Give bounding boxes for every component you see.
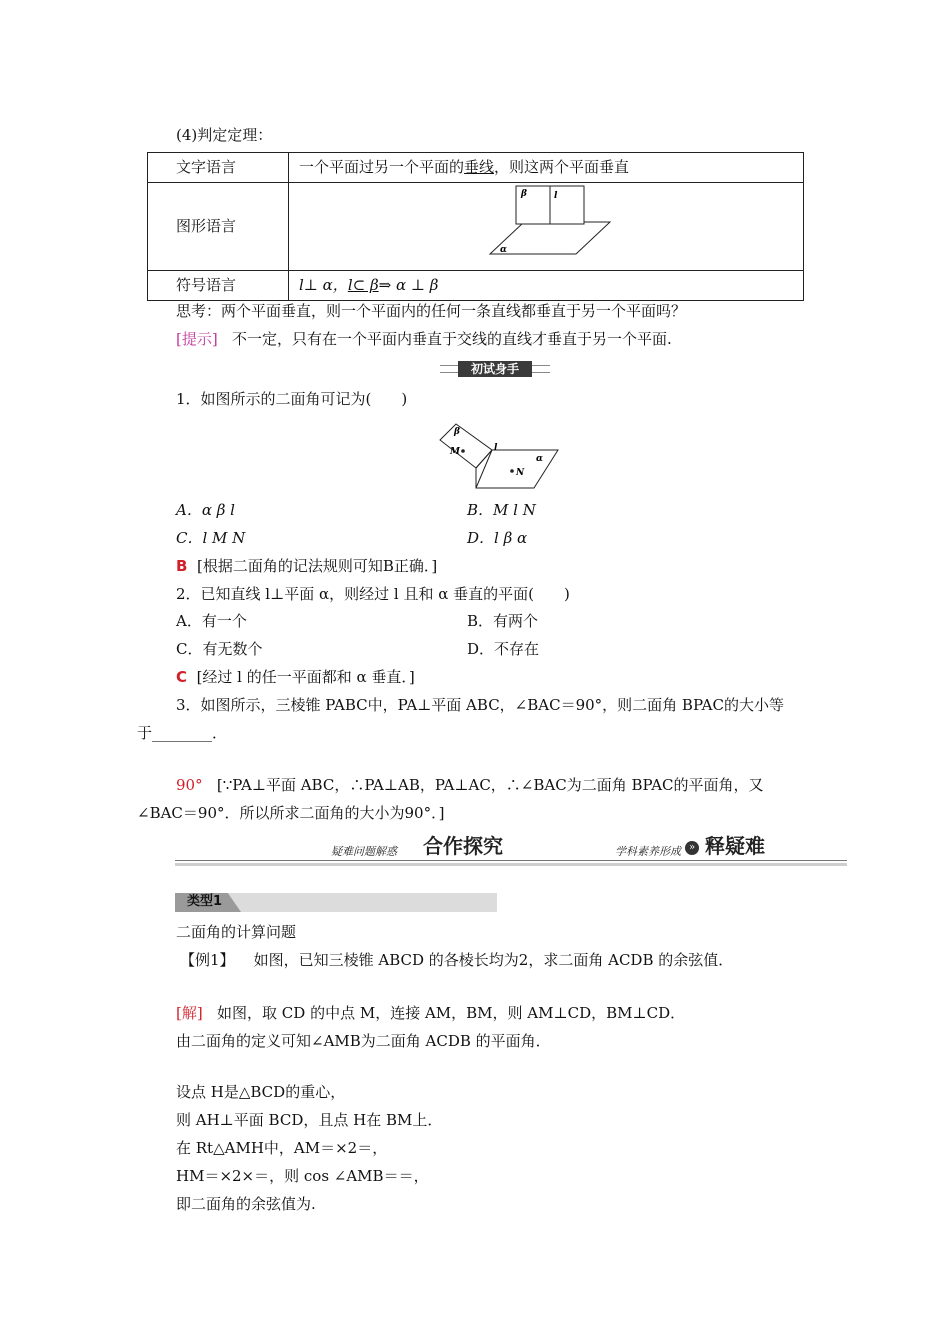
- row-key-text: 文字语言: [148, 153, 289, 183]
- q3-stem: 3．如图所示，三棱锥 PABC中，PA⊥平面 ABC，∠BAC＝90°，则二面角 BPAC的大小等: [176, 696, 784, 714]
- q3-explain-2: ∠BAC＝90°．所以所求二面角的大小为90°．]: [137, 804, 445, 822]
- row-value-text: 一个平面过另一个平面的垂线，则这两个平面垂直: [289, 153, 804, 183]
- q1-answer-line: B [根据二面角的记法规则可知B正确．]: [176, 557, 438, 575]
- label-alpha: α: [536, 454, 543, 464]
- table-row: [148, 271, 804, 301]
- q2-answer-line: C [经过 l 的任一平面都和 α 垂直．]: [176, 668, 415, 686]
- label-l: l: [494, 443, 498, 453]
- section-right-note: 学科素养形成: [615, 845, 681, 858]
- q2-option-d: D．不存在: [467, 640, 540, 658]
- label-n: N: [516, 468, 525, 478]
- solution-line-4: 则 AH⊥平面 BCD，且点 H在 BM上．: [176, 1111, 443, 1129]
- q1-option-b: B．M l N: [467, 501, 536, 519]
- q1-option-d: D．l β α: [467, 529, 528, 547]
- type-bar: [175, 893, 497, 912]
- example-tag: 【例1】: [180, 951, 235, 969]
- section-arrow-icon: »: [685, 841, 699, 855]
- table-row: [148, 183, 804, 271]
- q3-answer-line: 90° [∵PA⊥平面 ABC，∴PA⊥AB，PA⊥AC，∴∠BAC为二面角 BPAC的平面角，又: [176, 776, 764, 794]
- solution-line-1: [解] 如图，取 CD 的中点 M，连接 AM，BM，则 AM⊥CD，BM⊥CD．: [176, 1004, 686, 1022]
- row-key-symbol: 符号语言: [148, 271, 289, 301]
- theorem-figure: [490, 184, 620, 256]
- solution-line-7: 即二面角的余弦值为.: [176, 1195, 316, 1213]
- section-banner: [175, 834, 847, 870]
- q3-stem-2: 于________．: [137, 724, 228, 742]
- theorem-table: [147, 152, 804, 301]
- q2-option-b: B．有两个: [467, 612, 539, 630]
- solution-line-5: 在 Rt△AMH中，AM＝×2＝，: [176, 1139, 388, 1157]
- q1-option-a: A．α β l: [176, 501, 235, 519]
- q1-answer: B: [176, 557, 188, 575]
- label-alpha: α: [500, 245, 507, 255]
- theorem-heading: (4)判定定理：: [176, 126, 273, 144]
- solution-line-2: 由二面角的定义可知∠AMB为二面角 ACDB 的平面角．: [176, 1032, 551, 1050]
- solution-line-6: HM＝×2×＝，则 cos ∠AMB＝＝，: [176, 1167, 429, 1185]
- example-line: 【例1】 如图，已知三棱锥 ABCD 的各棱长均为2，求二面角 ACDB 的余弦值．: [180, 951, 734, 969]
- think-question: 思考：两个平面垂直，则一个平面内的任何一条直线都垂直于另一个平面吗？: [176, 302, 687, 320]
- section-left-note: 疑难问题解惑: [331, 845, 397, 858]
- q1-option-c: C．l M N: [176, 529, 246, 547]
- hint-line: [提示] 不一定，只有在一个平面内垂直于交线的直线才垂直于另一个平面.: [176, 330, 672, 348]
- type-label: 类型1: [187, 894, 223, 909]
- table-row: [148, 153, 804, 183]
- label-m: M: [450, 447, 460, 457]
- banner-try: [440, 361, 550, 377]
- solution-tag: [解]: [176, 1004, 203, 1022]
- label-beta: β: [454, 427, 460, 437]
- row-value-symbol: l⊥ α，l⊂ β⇒ α ⊥ β: [289, 271, 804, 301]
- section-title-a: 合作探究: [423, 834, 503, 858]
- section-title-b: 释疑难: [705, 834, 765, 858]
- q1-figure: [436, 420, 560, 490]
- label-l: l: [554, 191, 558, 201]
- q2-answer: C: [176, 668, 188, 686]
- q2-option-c: C．有无数个: [176, 640, 263, 658]
- hint-tag: [提示]: [176, 330, 218, 348]
- solution-line-3: 设点 H是△BCD的重心，: [176, 1083, 346, 1101]
- q1-stem: 1．如图所示的二面角可记为( ): [176, 390, 408, 408]
- label-beta: β: [521, 189, 527, 199]
- q2-option-a: A．有一个: [176, 612, 247, 630]
- q2-stem: 2．已知直线 l⊥平面 α，则经过 l 且和 α 垂直的平面( ): [176, 585, 570, 603]
- q3-answer: 90°: [176, 776, 203, 794]
- row-key-figure: 图形语言: [148, 183, 289, 271]
- banner-try-label: 初试身手: [458, 361, 532, 377]
- type-title: 二面角的计算问题: [176, 923, 297, 941]
